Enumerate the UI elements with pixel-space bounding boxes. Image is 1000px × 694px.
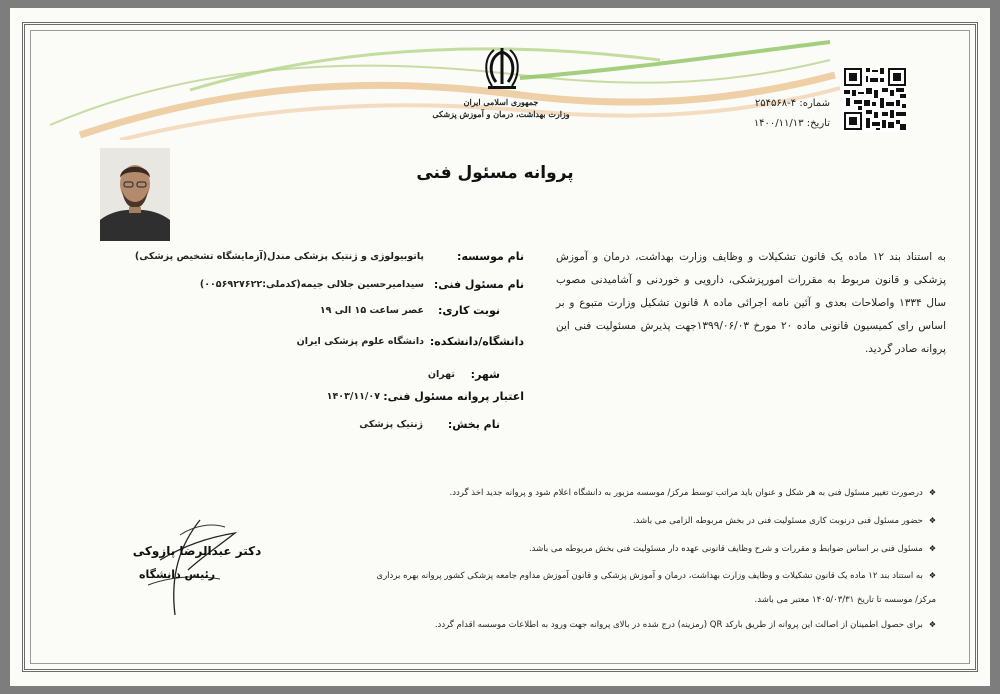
city-label: شهر: [470, 368, 500, 381]
department-value: ژنتیک پزشکی [359, 419, 423, 430]
director-label: نام مسئول فنی: [433, 278, 524, 291]
university-label: دانشگاه/دانشکده: [429, 335, 524, 348]
director-value: سیدامیرحسین جلالی جیمه(کدملی:۰۰۵۶۹۲۷۶۲۲) [199, 279, 424, 290]
org-line-1: جمهوری اسلامی ایران [463, 97, 539, 107]
iran-emblem-icon [482, 44, 522, 90]
intro-paragraph: به استناد بند ۱۲ ماده یک قانون تشکیلات و وظایف وزارت بهداشت، درمان و آموزش پزشکی و قانون مربوط به مقررات امورپزشکی، دارویی و خوردنی و آشامیدنی مصوب سال ۱۳۳۴ واصلاحات بعدی و آئین نامه اجرائی ماده ۸ قانون تشکیل وزارت متبوع و بر اساس رای کمیسیون قانونی ماده ۲۰ مورخ ۱۳۹۹/۰۶/۰۳جهت پذیرش مسئولیت فنی این پروانه صادر گردید. [556, 251, 946, 355]
shift-value: عصر ساعت ۱۵ الی ۱۹ [319, 305, 424, 316]
signatory-role: رئیس دانشگاه [138, 568, 216, 581]
institute-label: نام موسسه: [457, 250, 524, 263]
note-item: ❖درصورت تغییر مسئول فنی به هر شکل و عنوان باید مراتب توسط مرکز/ موسسه مزبور به دانشگاه اعلام شود و پروانه جدید اخذ گردد. [449, 488, 936, 498]
note-item: ❖برای حصول اطمینان از اصالت این پروانه از طریق بارکد QR (رمزینه) درج شده در بالای پروانه جهت ورود به اطلاعات موسسه اقدام گردد. [434, 620, 936, 630]
bullet-icon: ❖ [928, 516, 936, 525]
number-label: شماره: [799, 98, 830, 109]
ministry-header [426, 96, 576, 120]
bullet-icon: ❖ [928, 620, 936, 629]
city-value: تهران [427, 369, 455, 380]
date-row [730, 118, 830, 129]
shift-label: نوبت کاری: [438, 304, 500, 317]
document-title: پروانه مسئول فنی [416, 163, 574, 183]
number-row [730, 98, 830, 109]
org-line-2: وزارت بهداشت، درمان و آموزش پزشکی [432, 109, 570, 119]
qr-code-icon[interactable] [842, 66, 908, 132]
institute-value: پاتوبیولوژی و ژنتیک پزشکی مندل(آزمایشگاه تشخیص پزشکی) [134, 251, 424, 262]
note-item: ❖به استناد بند ۱۲ ماده یک قانون تشکیلات و وظایف وزارت بهداشت، درمان و آموزش پزشکی و قانون آموزش مداوم جامعه پزشکی کشور پروانه بهره برداری [376, 571, 936, 581]
note-item-continued: مرکز/ موسسه تا تاریخ ۱۴۰۵/۰۳/۳۱ معتبر می باشد. [754, 595, 936, 605]
note-item: ❖مسئول فنی بر اساس ضوابط و مقررات و شرح وظایف قانونی عهده دار مسئولیت فنی بخش مربوطه می باشد. [528, 544, 936, 554]
university-value: دانشگاه علوم پزشکی ایران [296, 336, 424, 347]
bullet-icon: ❖ [928, 488, 936, 497]
validity-label: اعتبار پروانه مسئول فنی: [383, 390, 524, 403]
holder-photo [100, 148, 170, 241]
number-value: ۴-۲۵۴۵۶۸ [754, 98, 797, 109]
bullet-icon: ❖ [928, 571, 936, 580]
department-label: نام بخش: [447, 418, 500, 431]
note-item: ❖حضور مسئول فنی درنوبت کاری مسئولیت فنی در بخش مربوطه الزامی می باشد. [632, 516, 936, 526]
date-label: تاریخ: [806, 118, 830, 129]
date-value: ۱۴۰۰/۱۱/۱۳ [753, 118, 804, 129]
bullet-icon: ❖ [928, 544, 936, 553]
decorative-waves [40, 30, 840, 140]
signatory-name: دکتر عبدالرضا پازوکی [132, 544, 262, 558]
validity-value: ۱۴۰۳/۱۱/۰۷ [326, 391, 380, 402]
